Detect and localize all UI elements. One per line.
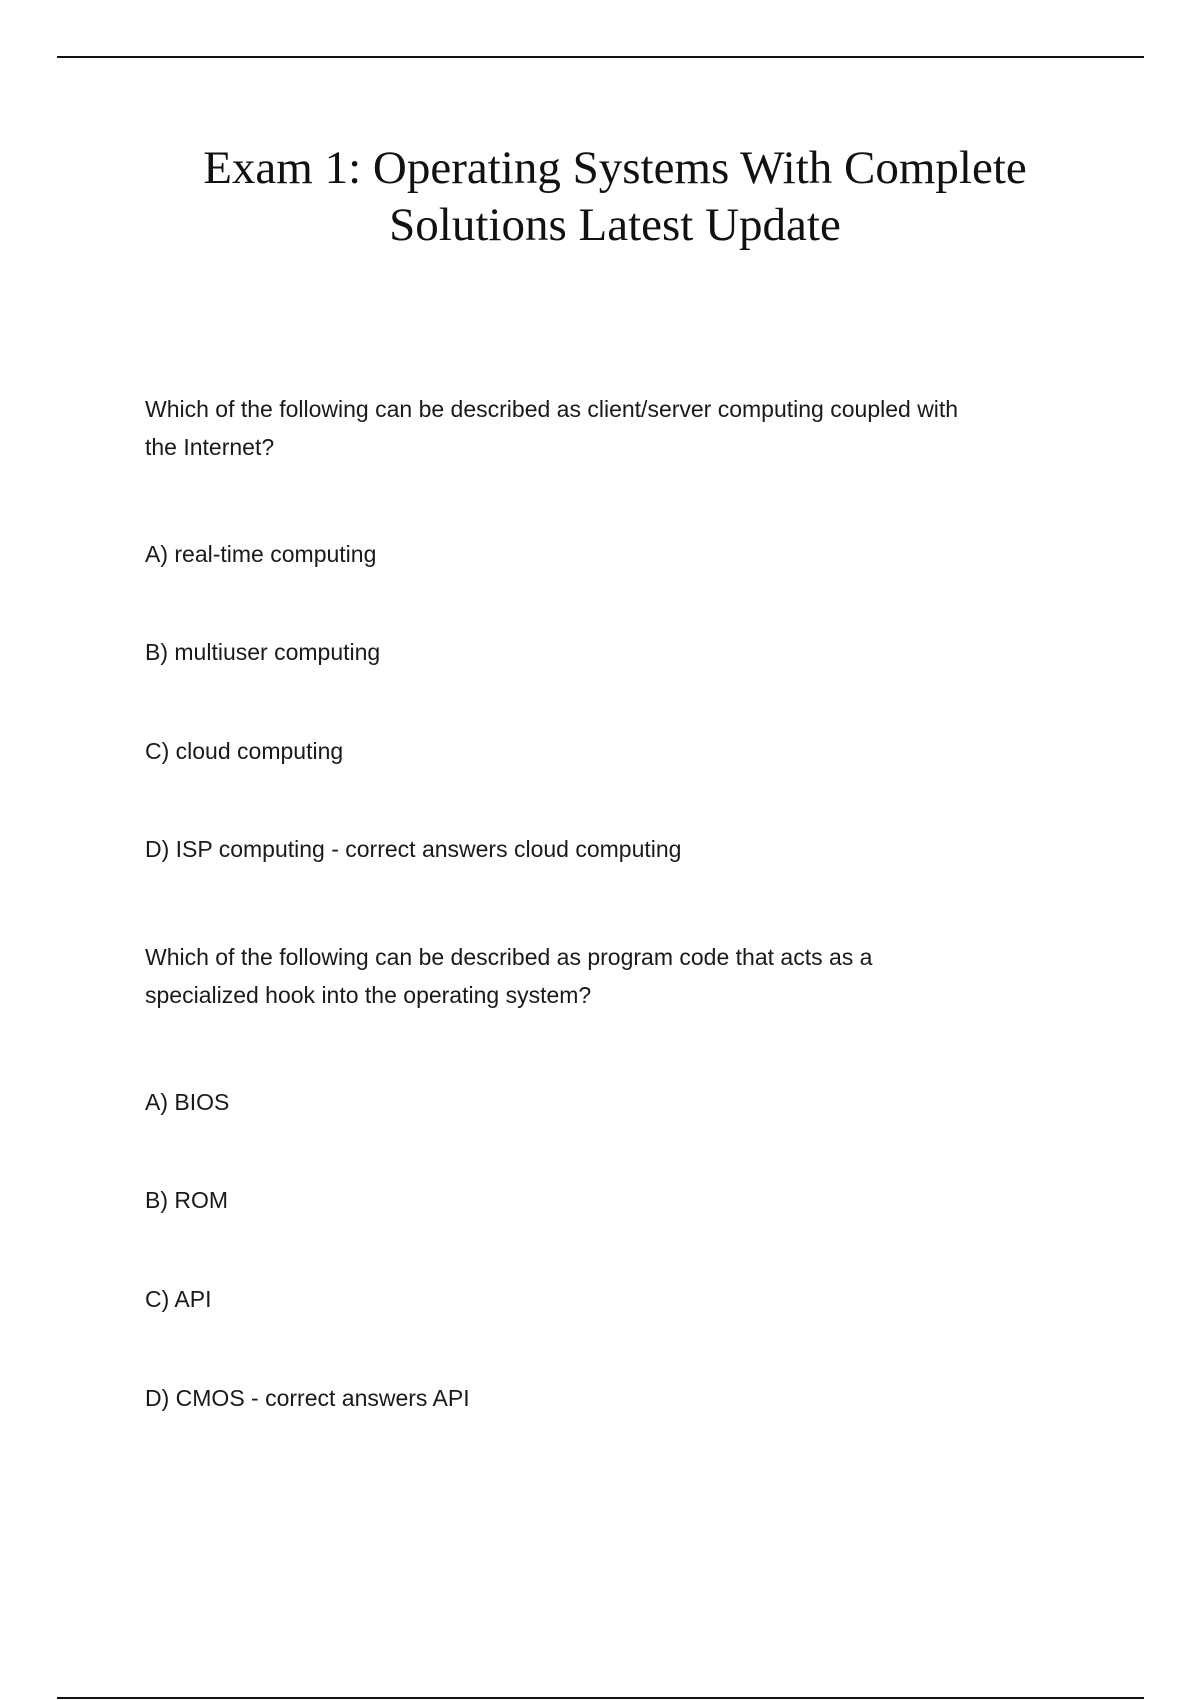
title-line-2: Solutions Latest Update: [389, 199, 841, 251]
top-divider: [57, 56, 1144, 58]
question-2-option-c: C) API: [145, 1286, 212, 1312]
title-line-1: Exam 1: Operating Systems With Complete: [203, 142, 1027, 194]
question-1-option-a: A) real-time computing: [145, 541, 377, 567]
question-2-text: [145, 938, 1105, 1014]
question-1-option-c: C) cloud computing: [145, 738, 344, 764]
question-2-option-a: A) BIOS: [145, 1089, 230, 1115]
question-1-text: [145, 390, 1105, 466]
question-1-option-d: D) ISP computing - correct answers cloud computing: [145, 836, 682, 862]
question-2-option-b: B) ROM: [145, 1187, 229, 1213]
question-1-line-1: Which of the following can be described as client/server computing coupled with: [145, 396, 959, 422]
document-title: [120, 140, 1110, 254]
question-1-option-b: B) multiuser computing: [145, 639, 381, 665]
question-2-line-2: specialized hook into the operating system?: [145, 982, 592, 1008]
bottom-divider: [57, 1697, 1144, 1699]
question-1-line-2: the Internet?: [145, 434, 275, 460]
question-2-line-1: Which of the following can be described as program code that acts as a: [145, 944, 873, 970]
question-2-option-d: D) CMOS - correct answers API: [145, 1385, 470, 1411]
